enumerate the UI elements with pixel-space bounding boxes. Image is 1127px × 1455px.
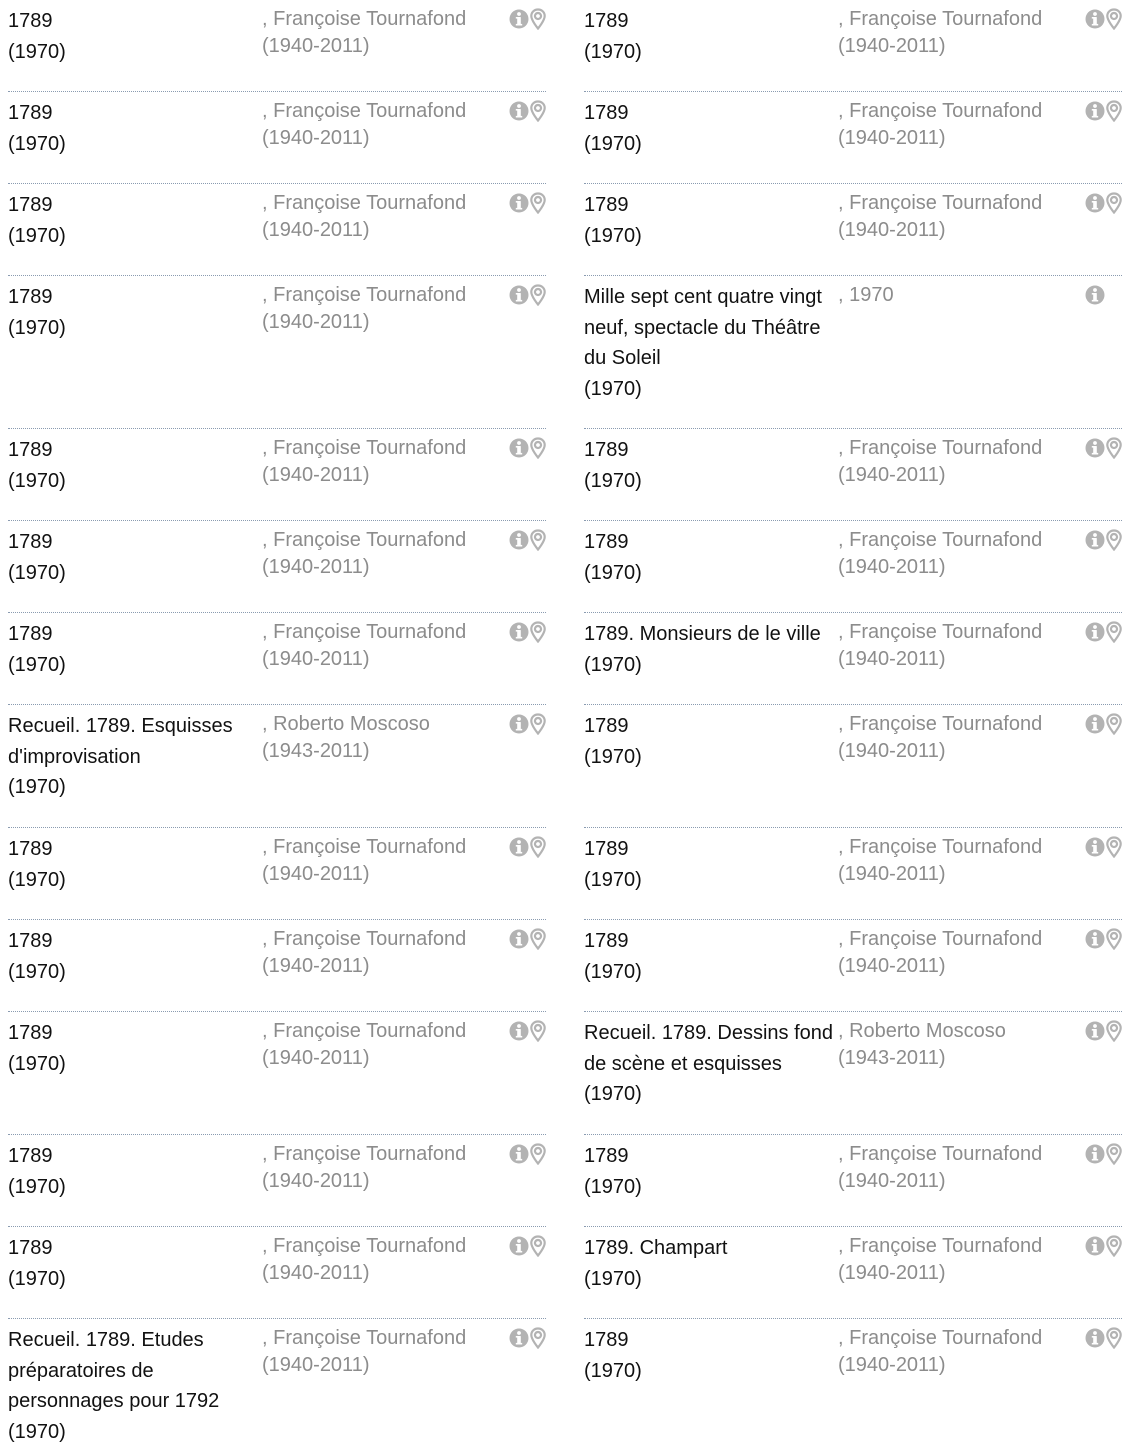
list-item (8, 613, 546, 705)
record-title[interactable] (8, 435, 258, 496)
record-year: (1970) (584, 960, 642, 983)
map-pin-icon[interactable] (1106, 836, 1122, 858)
record-title[interactable] (584, 1141, 834, 1202)
author-dates: (1940-2011) (838, 863, 946, 885)
record-year: (1970) (584, 1359, 642, 1382)
record-title-text[interactable]: 1789 (584, 1329, 629, 1351)
map-pin-icon[interactable] (530, 1020, 546, 1042)
record-title[interactable] (8, 834, 258, 895)
info-icon[interactable] (1085, 1327, 1105, 1349)
author-name[interactable]: , Françoise Tournafond (838, 529, 1043, 551)
list-item (8, 0, 546, 92)
record-title-text[interactable]: 1789 (584, 930, 629, 952)
author-dates: (1943-2011) (838, 1047, 946, 1069)
map-pin-icon[interactable] (1106, 192, 1122, 214)
map-pin-icon[interactable] (530, 1143, 546, 1165)
map-pin-icon[interactable] (530, 284, 546, 306)
map-pin-icon[interactable] (1106, 100, 1122, 122)
list-item (584, 429, 1122, 521)
record-author (838, 834, 1068, 888)
record-title[interactable] (584, 711, 834, 772)
map-pin-icon[interactable] (530, 1235, 546, 1257)
record-actions (1085, 192, 1122, 214)
author-name[interactable]: , Françoise Tournafond (838, 1235, 1043, 1257)
record-year: (1970) (584, 561, 642, 584)
record-year: (1970) (584, 745, 642, 768)
record-author (838, 1325, 1068, 1379)
record-author (262, 1325, 492, 1379)
info-icon[interactable] (509, 713, 529, 735)
list-item (584, 0, 1122, 92)
record-title[interactable] (8, 282, 258, 343)
record-title-text[interactable]: 1789 (8, 623, 53, 645)
author-name[interactable]: , Roberto Moscoso (838, 1020, 1006, 1042)
author-dates: (1940-2011) (262, 219, 370, 241)
author-name[interactable]: , Françoise Tournafond (838, 713, 1043, 735)
map-pin-icon[interactable] (1106, 621, 1122, 643)
record-author (838, 190, 1068, 244)
record-title[interactable] (8, 926, 258, 987)
record-actions (1085, 100, 1122, 122)
record-title[interactable] (584, 6, 834, 67)
author-name[interactable]: , Françoise Tournafond (838, 928, 1043, 950)
record-year: (1970) (8, 960, 66, 983)
record-title-text[interactable]: 1789 (584, 439, 629, 461)
record-title[interactable] (584, 435, 834, 496)
map-pin-icon[interactable] (530, 529, 546, 551)
record-title[interactable] (8, 1325, 258, 1447)
record-title-text[interactable]: Recueil. 1789. Dessins fond de scène et esquisses (584, 1022, 834, 1075)
list-item (584, 1227, 1122, 1319)
author-dates: (1940-2011) (262, 1262, 370, 1284)
info-icon[interactable] (1085, 928, 1105, 950)
info-icon[interactable] (1085, 437, 1105, 459)
author-dates: (1940-2011) (838, 955, 946, 977)
record-author (262, 1018, 492, 1072)
author-name[interactable]: , Françoise Tournafond (262, 284, 467, 306)
record-year: (1970) (8, 316, 66, 339)
record-title[interactable] (584, 926, 834, 987)
author-name[interactable]: , Françoise Tournafond (262, 836, 467, 858)
record-title[interactable] (584, 1325, 834, 1386)
record-author (838, 435, 1068, 489)
map-pin-icon[interactable] (530, 928, 546, 950)
info-icon[interactable] (1085, 192, 1105, 214)
map-pin-icon[interactable] (1106, 437, 1122, 459)
record-title-text[interactable]: 1789 (584, 838, 629, 860)
record-year: (1970) (8, 776, 66, 798)
info-icon[interactable] (509, 1020, 529, 1042)
record-title[interactable] (584, 190, 834, 251)
record-title-text[interactable]: 1789 (8, 838, 53, 860)
list-item (8, 1012, 546, 1135)
map-pin-icon[interactable] (530, 192, 546, 214)
author-name[interactable]: , Françoise Tournafond (262, 8, 467, 30)
record-author (838, 1141, 1068, 1195)
record-title-text[interactable]: 1789 (8, 1237, 53, 1259)
author-dates: (1940-2011) (262, 1170, 370, 1192)
info-icon[interactable] (1085, 713, 1105, 735)
record-year: (1970) (8, 469, 66, 492)
record-year: (1970) (8, 1267, 66, 1290)
map-pin-icon[interactable] (1106, 529, 1122, 551)
record-title-text[interactable]: 1789 (8, 286, 53, 308)
map-pin-icon[interactable] (1106, 8, 1122, 30)
author-name[interactable]: , Françoise Tournafond (262, 1020, 467, 1042)
record-year: (1970) (8, 1052, 66, 1075)
info-icon[interactable] (509, 928, 529, 950)
record-actions (509, 928, 546, 950)
author-name[interactable]: , Françoise Tournafond (838, 621, 1043, 643)
author-dates: (1940-2011) (262, 556, 370, 578)
author-dates: (1940-2011) (262, 1354, 370, 1376)
record-title-text[interactable]: 1789 (584, 194, 629, 216)
record-title[interactable] (584, 834, 834, 895)
record-title[interactable] (8, 711, 258, 803)
author-dates: (1940-2011) (838, 1354, 946, 1376)
author-name[interactable]: , Françoise Tournafond (838, 192, 1043, 214)
author-name[interactable]: , Françoise Tournafond (838, 1143, 1043, 1165)
record-year: (1970) (8, 653, 66, 676)
record-actions (1085, 8, 1122, 30)
record-title-text[interactable]: 1789 (8, 1022, 53, 1044)
list-item (584, 276, 1122, 429)
author-name[interactable]: , Françoise Tournafond (262, 529, 467, 551)
record-author (838, 527, 1068, 581)
record-title[interactable] (8, 190, 258, 251)
author-name[interactable]: , Françoise Tournafond (262, 1143, 467, 1165)
info-icon[interactable] (509, 1143, 529, 1165)
record-title-text[interactable]: 1789 (584, 531, 629, 553)
record-title[interactable] (8, 1018, 258, 1079)
info-icon[interactable] (1085, 1235, 1105, 1257)
record-author (262, 98, 492, 152)
results-grid (8, 0, 1122, 1455)
list-item (584, 92, 1122, 184)
list-item (8, 920, 546, 1012)
map-pin-icon[interactable] (1106, 1327, 1122, 1349)
record-actions (1085, 284, 1122, 306)
info-icon[interactable] (509, 284, 529, 306)
record-author (838, 1018, 1068, 1072)
record-year: (1970) (584, 40, 642, 63)
record-title[interactable] (8, 527, 258, 588)
map-pin-icon[interactable] (1106, 284, 1122, 306)
record-title-text[interactable]: Recueil. 1789. Esquisses d'improvisation (8, 715, 233, 768)
list-item (584, 184, 1122, 276)
record-title-text[interactable]: 1789 (8, 10, 53, 32)
author-dates: (1940-2011) (838, 1262, 946, 1284)
author-dates: (1940-2011) (838, 219, 946, 241)
author-name[interactable]: , Françoise Tournafond (838, 437, 1043, 459)
record-actions (509, 529, 546, 551)
info-icon[interactable] (509, 192, 529, 214)
record-title-text[interactable]: 1789 (584, 10, 629, 32)
record-year: (1970) (8, 1420, 66, 1443)
record-title[interactable] (584, 1233, 834, 1294)
record-author (838, 282, 1068, 309)
record-year: (1970) (584, 132, 642, 155)
record-author (262, 190, 492, 244)
list-item (584, 613, 1122, 705)
author-dates: (1940-2011) (262, 35, 370, 57)
author-name[interactable]: , Françoise Tournafond (262, 100, 467, 122)
info-icon[interactable] (509, 836, 529, 858)
list-item (8, 276, 546, 429)
map-pin-icon[interactable] (530, 100, 546, 122)
map-pin-icon[interactable] (1106, 713, 1122, 735)
author-dates: (1940-2011) (838, 35, 946, 57)
author-dates: (1940-2011) (838, 1170, 946, 1192)
author-name[interactable]: , Françoise Tournafond (262, 1235, 467, 1257)
record-title-text[interactable]: 1789 (8, 439, 53, 461)
list-item (584, 1319, 1122, 1439)
record-author (262, 711, 492, 765)
info-icon[interactable] (1085, 8, 1105, 30)
author-name[interactable]: , Françoise Tournafond (838, 100, 1043, 122)
record-actions (1085, 1020, 1122, 1042)
record-title[interactable] (8, 98, 258, 159)
info-icon[interactable] (1085, 1143, 1105, 1165)
record-title-text[interactable]: Mille sept cent quatre vingt neuf, spectacle du Théâtre du Soleil (584, 286, 822, 369)
record-title[interactable] (8, 1233, 258, 1294)
record-actions (509, 8, 546, 30)
info-icon[interactable] (1085, 1020, 1105, 1042)
record-title[interactable] (584, 282, 834, 404)
record-actions (509, 1327, 546, 1349)
map-pin-icon[interactable] (530, 437, 546, 459)
record-author (262, 435, 492, 489)
list-item (584, 1135, 1122, 1227)
record-title-text[interactable]: 1789 (8, 1145, 53, 1167)
author-dates: (1940-2011) (838, 556, 946, 578)
author-name[interactable]: , Françoise Tournafond (838, 8, 1043, 30)
record-actions (1085, 836, 1122, 858)
record-title-text[interactable]: 1789 (8, 102, 53, 124)
record-author (838, 1233, 1068, 1287)
list-item (8, 1135, 546, 1227)
list-item (584, 920, 1122, 1012)
author-dates: (1940-2011) (838, 648, 946, 670)
info-icon[interactable] (509, 437, 529, 459)
record-actions (1085, 713, 1122, 735)
record-author (262, 6, 492, 60)
list-item (8, 184, 546, 276)
author-dates: (1940-2011) (262, 1047, 370, 1069)
record-title-text[interactable]: 1789 (584, 1145, 629, 1167)
record-actions (509, 100, 546, 122)
record-year: (1970) (8, 224, 66, 247)
record-actions (1085, 1143, 1122, 1165)
record-title[interactable] (8, 619, 258, 680)
record-actions (1085, 621, 1122, 643)
info-icon[interactable] (1085, 100, 1105, 122)
record-title-text[interactable]: 1789 (8, 531, 53, 553)
record-year: (1970) (584, 1083, 642, 1105)
author-dates: (1940-2011) (262, 127, 370, 149)
author-dates: (1940-2011) (262, 464, 370, 486)
author-name[interactable]: , Françoise Tournafond (262, 928, 467, 950)
record-title-text[interactable]: 1789 (8, 194, 53, 216)
record-author (838, 926, 1068, 980)
record-author (262, 282, 492, 336)
record-year: (1970) (8, 868, 66, 891)
author-dates: (1940-2011) (838, 464, 946, 486)
list-item (8, 92, 546, 184)
record-actions (1085, 529, 1122, 551)
record-actions (509, 192, 546, 214)
list-item (584, 828, 1122, 920)
list-item (584, 1012, 1122, 1135)
author-dates: (1940-2011) (838, 127, 946, 149)
record-year: (1970) (8, 1175, 66, 1198)
record-author (838, 619, 1068, 673)
record-year: (1970) (8, 132, 66, 155)
info-icon[interactable] (509, 8, 529, 30)
record-year: (1970) (8, 40, 66, 63)
info-icon[interactable] (1085, 621, 1105, 643)
info-icon[interactable] (509, 529, 529, 551)
info-icon[interactable] (1085, 836, 1105, 858)
record-year: (1970) (584, 377, 642, 400)
author-name[interactable]: , Françoise Tournafond (262, 621, 467, 643)
info-icon[interactable] (509, 621, 529, 643)
record-title[interactable] (584, 527, 834, 588)
map-pin-icon[interactable] (530, 836, 546, 858)
info-icon[interactable] (1085, 529, 1105, 551)
record-author (262, 1233, 492, 1287)
record-author (838, 98, 1068, 152)
list-item (584, 521, 1122, 613)
map-pin-icon[interactable] (1106, 1235, 1122, 1257)
record-title-text[interactable]: 1789. Champart (584, 1237, 728, 1259)
author-dates: (1943-2011) (262, 740, 370, 762)
info-icon[interactable] (509, 100, 529, 122)
record-actions (509, 621, 546, 643)
list-item (8, 429, 546, 521)
list-item (8, 1319, 546, 1455)
info-icon[interactable] (509, 1327, 529, 1349)
results-column-left (8, 0, 546, 1455)
record-year: (1970) (584, 1175, 642, 1198)
record-year: (1970) (8, 561, 66, 584)
record-actions (1085, 1327, 1122, 1349)
record-actions (509, 1143, 546, 1165)
record-actions (509, 284, 546, 306)
info-icon[interactable] (509, 1235, 529, 1257)
author-name[interactable]: , Françoise Tournafond (262, 192, 467, 214)
record-author (262, 619, 492, 673)
author-name[interactable]: , 1970 (838, 284, 894, 306)
record-title[interactable] (584, 98, 834, 159)
author-dates: (1940-2011) (262, 955, 370, 977)
author-dates: (1940-2011) (262, 863, 370, 885)
record-actions (509, 437, 546, 459)
record-author (262, 527, 492, 581)
author-name[interactable]: , Françoise Tournafond (838, 1327, 1043, 1349)
list-item (584, 705, 1122, 828)
record-title[interactable] (8, 1141, 258, 1202)
record-actions (509, 713, 546, 735)
record-year: (1970) (584, 653, 642, 676)
author-dates: (1940-2011) (262, 648, 370, 670)
record-title-text[interactable]: 1789 (584, 715, 629, 737)
record-author (262, 1141, 492, 1195)
list-item (8, 521, 546, 613)
record-title[interactable] (584, 619, 834, 680)
record-author (838, 6, 1068, 60)
record-actions (1085, 437, 1122, 459)
author-name[interactable]: , Françoise Tournafond (262, 437, 467, 459)
record-title-text[interactable]: Recueil. 1789. Etudes préparatoires de personnages pour 1792 (8, 1329, 220, 1412)
record-year: (1970) (584, 224, 642, 247)
record-title-text[interactable]: 1789 (584, 102, 629, 124)
record-actions (509, 1235, 546, 1257)
author-name[interactable]: , Françoise Tournafond (262, 1327, 467, 1349)
record-title[interactable] (8, 6, 258, 67)
record-actions (1085, 1235, 1122, 1257)
author-name[interactable]: , Roberto Moscoso (262, 713, 430, 735)
record-title-text[interactable]: 1789. Monsieurs de le ville (584, 623, 821, 645)
list-item (8, 828, 546, 920)
record-year: (1970) (584, 469, 642, 492)
author-name[interactable]: , Françoise Tournafond (838, 836, 1043, 858)
map-pin-icon[interactable] (1106, 1143, 1122, 1165)
record-actions (509, 1020, 546, 1042)
map-pin-icon[interactable] (1106, 1020, 1122, 1042)
list-item (8, 705, 546, 828)
record-year: (1970) (584, 868, 642, 891)
record-author (262, 926, 492, 980)
map-pin-icon[interactable] (530, 8, 546, 30)
author-dates: (1940-2011) (262, 311, 370, 333)
record-title[interactable] (584, 1018, 834, 1110)
record-author (262, 834, 492, 888)
record-actions (509, 836, 546, 858)
results-column-right (584, 0, 1122, 1455)
map-pin-icon[interactable] (530, 713, 546, 735)
list-item (8, 1227, 546, 1319)
map-pin-icon[interactable] (1106, 928, 1122, 950)
record-actions (1085, 928, 1122, 950)
record-year: (1970) (584, 1267, 642, 1290)
info-icon[interactable] (1085, 284, 1105, 306)
record-author (838, 711, 1068, 765)
author-dates: (1940-2011) (838, 740, 946, 762)
map-pin-icon[interactable] (530, 621, 546, 643)
map-pin-icon[interactable] (530, 1327, 546, 1349)
record-title-text[interactable]: 1789 (8, 930, 53, 952)
